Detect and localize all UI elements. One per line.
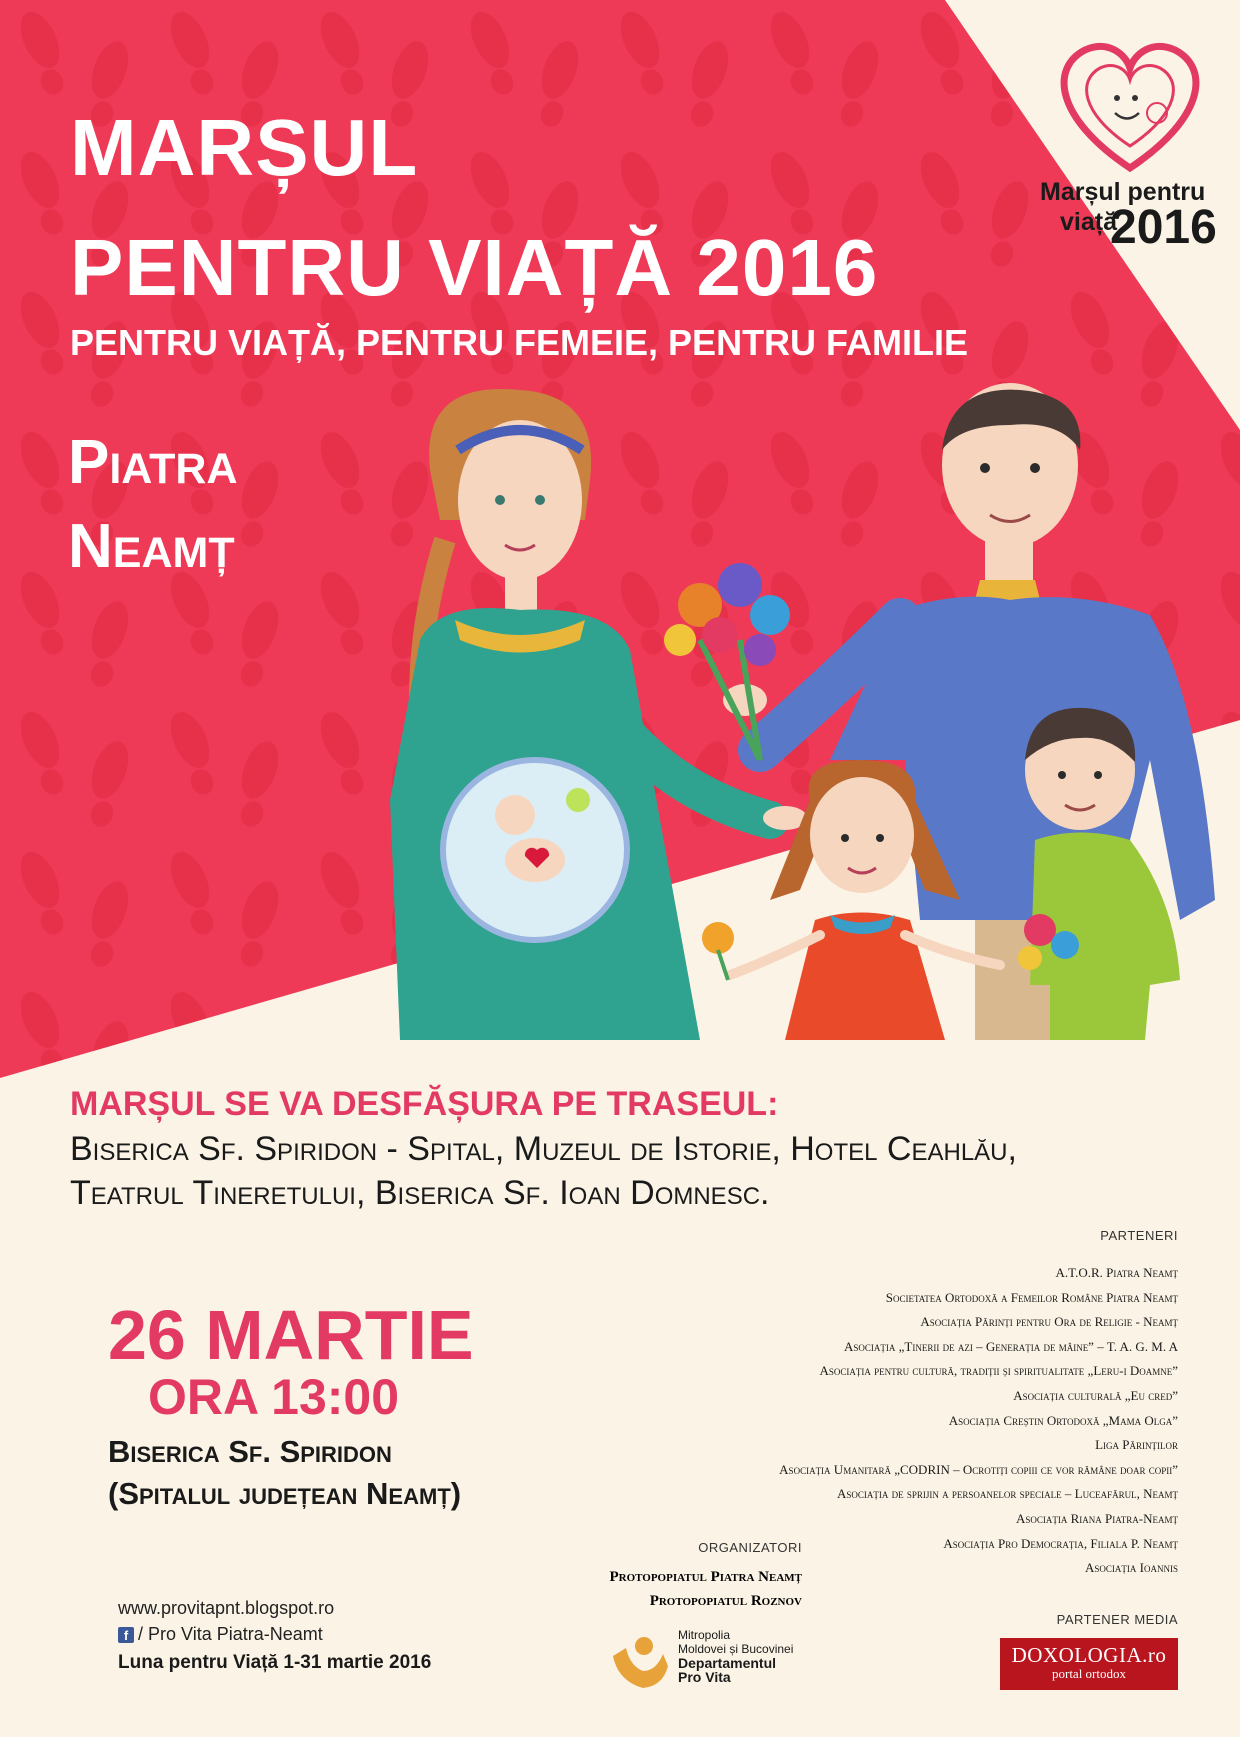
city-line2: Neamț bbox=[68, 512, 235, 581]
partners-label: PARTENERI bbox=[1100, 1228, 1178, 1243]
poster-title-line2: PENTRU VIAȚĂ 2016 bbox=[70, 223, 879, 312]
facebook-row bbox=[118, 1624, 323, 1645]
poster-title-line1: MARȘUL bbox=[70, 103, 419, 192]
facebook-page: / Pro Vita Piatra-Neamt bbox=[138, 1624, 323, 1644]
logo-year: 2016 bbox=[1110, 201, 1217, 254]
poster-subtitle: PENTRU VIAȚĂ, PENTRU FEMEIE, PENTRU FAMILIE bbox=[70, 322, 969, 363]
organizer-item: Protopopiatul Roznov bbox=[649, 1593, 802, 1609]
mitropolia-line3: Departamentul bbox=[678, 1655, 777, 1671]
partner-item: Asociația pentru cultură, tradiții și spiritualitate „Leru-i Doamne” bbox=[819, 1363, 1178, 1379]
mitropolia-line2: Moldovei și Bucovinei bbox=[678, 1642, 794, 1656]
doxologia-logo bbox=[1000, 1638, 1178, 1690]
website-url: www.provitapnt.blogspot.ro bbox=[118, 1598, 335, 1618]
partners-list bbox=[618, 1228, 1178, 1581]
partner-item: Asociația Umanitară „CODRIN – Ocrotiți copiii ce vor rămâne doar copii” bbox=[779, 1461, 1178, 1477]
route-line1: Biserica Sf. Spiridon - Spital, Muzeul de Istorie, Hotel Ceahlău, bbox=[70, 1130, 1017, 1168]
organizers-label: ORGANIZATORI bbox=[698, 1540, 802, 1555]
organizer-item: Protopopiatul Piatra Neamț bbox=[609, 1569, 802, 1585]
partner-item: Asociația culturală „Eu cred” bbox=[1013, 1387, 1178, 1403]
partner-item: A.T.O.R. Piatra Neamț bbox=[1055, 1265, 1178, 1280]
partner-item: Asociația „Tinerii de azi – Generația de mâine” – T. A. G. M. A bbox=[843, 1338, 1178, 1354]
partner-item: Asociația Pro Democrația, Filiala P. Neamț bbox=[943, 1535, 1178, 1551]
march-heart-logo bbox=[1045, 28, 1215, 178]
logo-text-line2: viață bbox=[1060, 208, 1117, 236]
mitropolia-line4: Pro Vita bbox=[678, 1669, 731, 1685]
doxologia-name: DOXOLOGIA.ro bbox=[1011, 1643, 1167, 1667]
route-heading: MARȘUL SE VA DESFĂȘURA PE TRASEUL: bbox=[70, 1085, 779, 1123]
partner-item: Societatea Ortodoxă a Femeilor Române Piatra Neamț bbox=[885, 1289, 1178, 1305]
event-time: ORA 13:00 bbox=[148, 1369, 400, 1425]
city-line1: Piatra bbox=[68, 428, 238, 497]
facebook-icon: f bbox=[118, 1627, 134, 1643]
media-partner-label: PARTENER MEDIA bbox=[1056, 1612, 1178, 1627]
event-date: 26 MARTIE bbox=[108, 1296, 474, 1374]
event-place-line1: Biserica Sf. Spiridon bbox=[108, 1434, 392, 1469]
partner-item: Asociația Riana Piatra-Neamț bbox=[1016, 1510, 1178, 1526]
partner-item: Asociația Ioannis bbox=[1085, 1560, 1178, 1576]
partner-item: Liga Părinților bbox=[1095, 1437, 1178, 1453]
organizers-list bbox=[609, 1540, 802, 1613]
month-caption: Luna pentru Viață 1-31 martie 2016 bbox=[118, 1652, 432, 1673]
mitropolia-text bbox=[678, 1628, 793, 1684]
route-line2: Teatrul Tineretului, Biserica Sf. Ioan Domnesc. bbox=[70, 1174, 770, 1212]
logo-text-line1: Marșul pentru bbox=[1040, 178, 1206, 206]
mitropolia-line1: Mitropolia bbox=[678, 1628, 731, 1642]
partner-item: Asociația Părinți pentru Ora de Religie - Neamț bbox=[920, 1314, 1178, 1330]
partner-item: Asociația Creștin Ortodoxă „Mama Olga” bbox=[948, 1412, 1178, 1428]
partner-item: Asociația de sprijin a persoanelor speciale – Luceafărul, Neamț bbox=[837, 1486, 1178, 1502]
doxologia-tagline: portal ortodox bbox=[1051, 1666, 1126, 1681]
event-place-line2: (Spitalul județean Neamț) bbox=[108, 1476, 462, 1511]
